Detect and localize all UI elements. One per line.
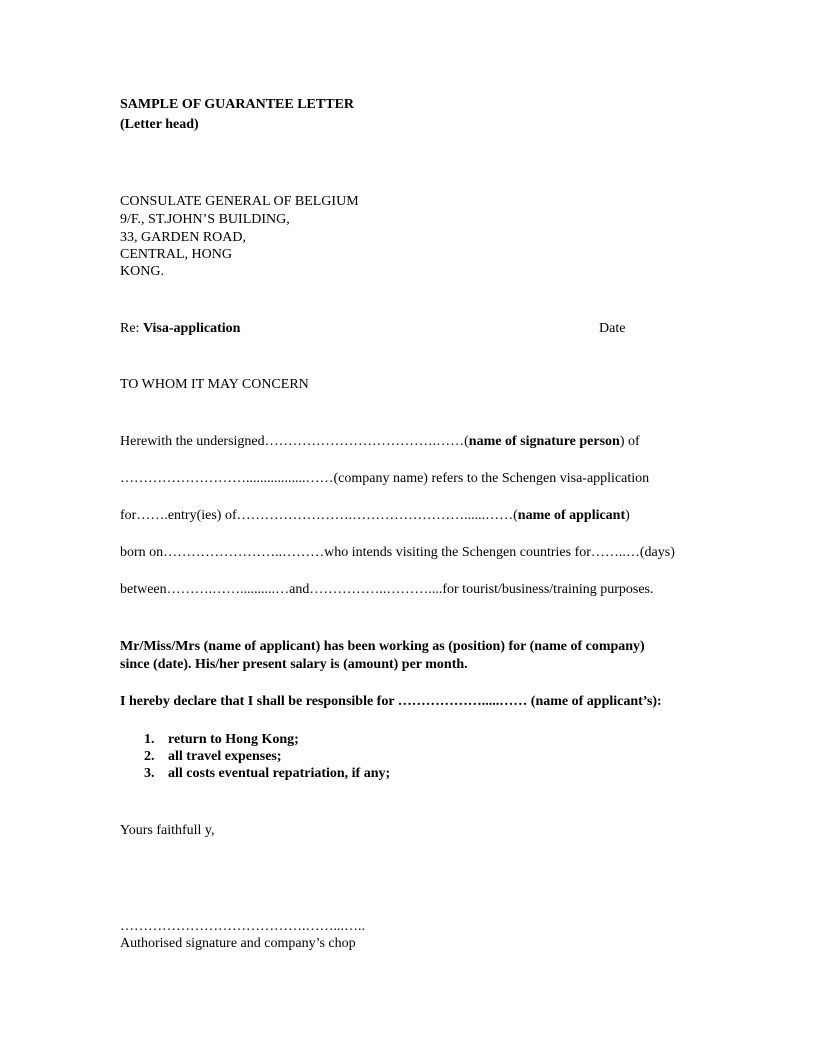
signature-person-field: name of signature person — [468, 434, 620, 449]
address-line: 9/F., ST.JOHN’S BUILDING, — [120, 212, 290, 227]
text-segment: ) — [625, 508, 630, 523]
re-line — [120, 320, 626, 338]
date-label: Date — [599, 321, 626, 336]
paragraph1-line — [120, 507, 630, 525]
list-item — [144, 731, 299, 749]
text-segment: for…….entry(ies) of…………………….……………………......……( — [120, 508, 518, 523]
address-line: CENTRAL, HONG — [120, 247, 232, 262]
letter-title: SAMPLE OF GUARANTEE LETTER — [120, 97, 355, 112]
paragraph1-line: between……….……..........…and……………..………....for tourist/business/training purposes. — [120, 582, 654, 597]
list-number: 1. — [144, 732, 155, 747]
signature-line: ………………………………….……...….. — [120, 919, 365, 934]
list-text: all travel expenses; — [168, 749, 282, 764]
address-line: 33, GARDEN ROAD, — [120, 230, 246, 245]
paragraph1-line — [120, 433, 640, 451]
re-subject: Visa-application — [142, 321, 241, 336]
re-prefix: Re: — [120, 321, 143, 336]
paragraph1-line: born on……………………..………who intends visiting the Schengen countries for……..…(days) — [120, 545, 675, 560]
closing: Yours faithfull y, — [120, 823, 215, 838]
list-text: all costs eventual repatriation, if any; — [168, 766, 391, 781]
letter-head-note: (Letter head) — [120, 117, 199, 132]
applicant-name-field: name of applicant — [517, 508, 626, 523]
signature-label: Authorised signature and company’s chop — [120, 936, 356, 951]
list-item — [144, 765, 390, 783]
declaration: I hereby declare that I shall be responsible for ……………….....…… (name of applicant’s): — [120, 694, 662, 709]
list-text: return to Hong Kong; — [168, 732, 299, 747]
address-line: KONG. — [120, 264, 164, 279]
employment-line: since (date). His/her present salary is (amount) per month. — [120, 657, 468, 672]
address-line: CONSULATE GENERAL OF BELGIUM — [120, 194, 359, 209]
list-number: 2. — [144, 749, 155, 764]
text-segment: ) of — [619, 434, 640, 449]
list-number: 3. — [144, 766, 155, 781]
text-segment: Herewith the undersigned……………………………….……( — [120, 434, 469, 449]
paragraph1-line: ……………………….................……(company name) refers to the Schengen visa-application — [120, 471, 650, 486]
salutation: TO WHOM IT MAY CONCERN — [120, 377, 309, 392]
list-item — [144, 748, 282, 766]
employment-line: Mr/Miss/Mrs (name of applicant) has been working as (position) for (name of company) — [120, 639, 645, 654]
